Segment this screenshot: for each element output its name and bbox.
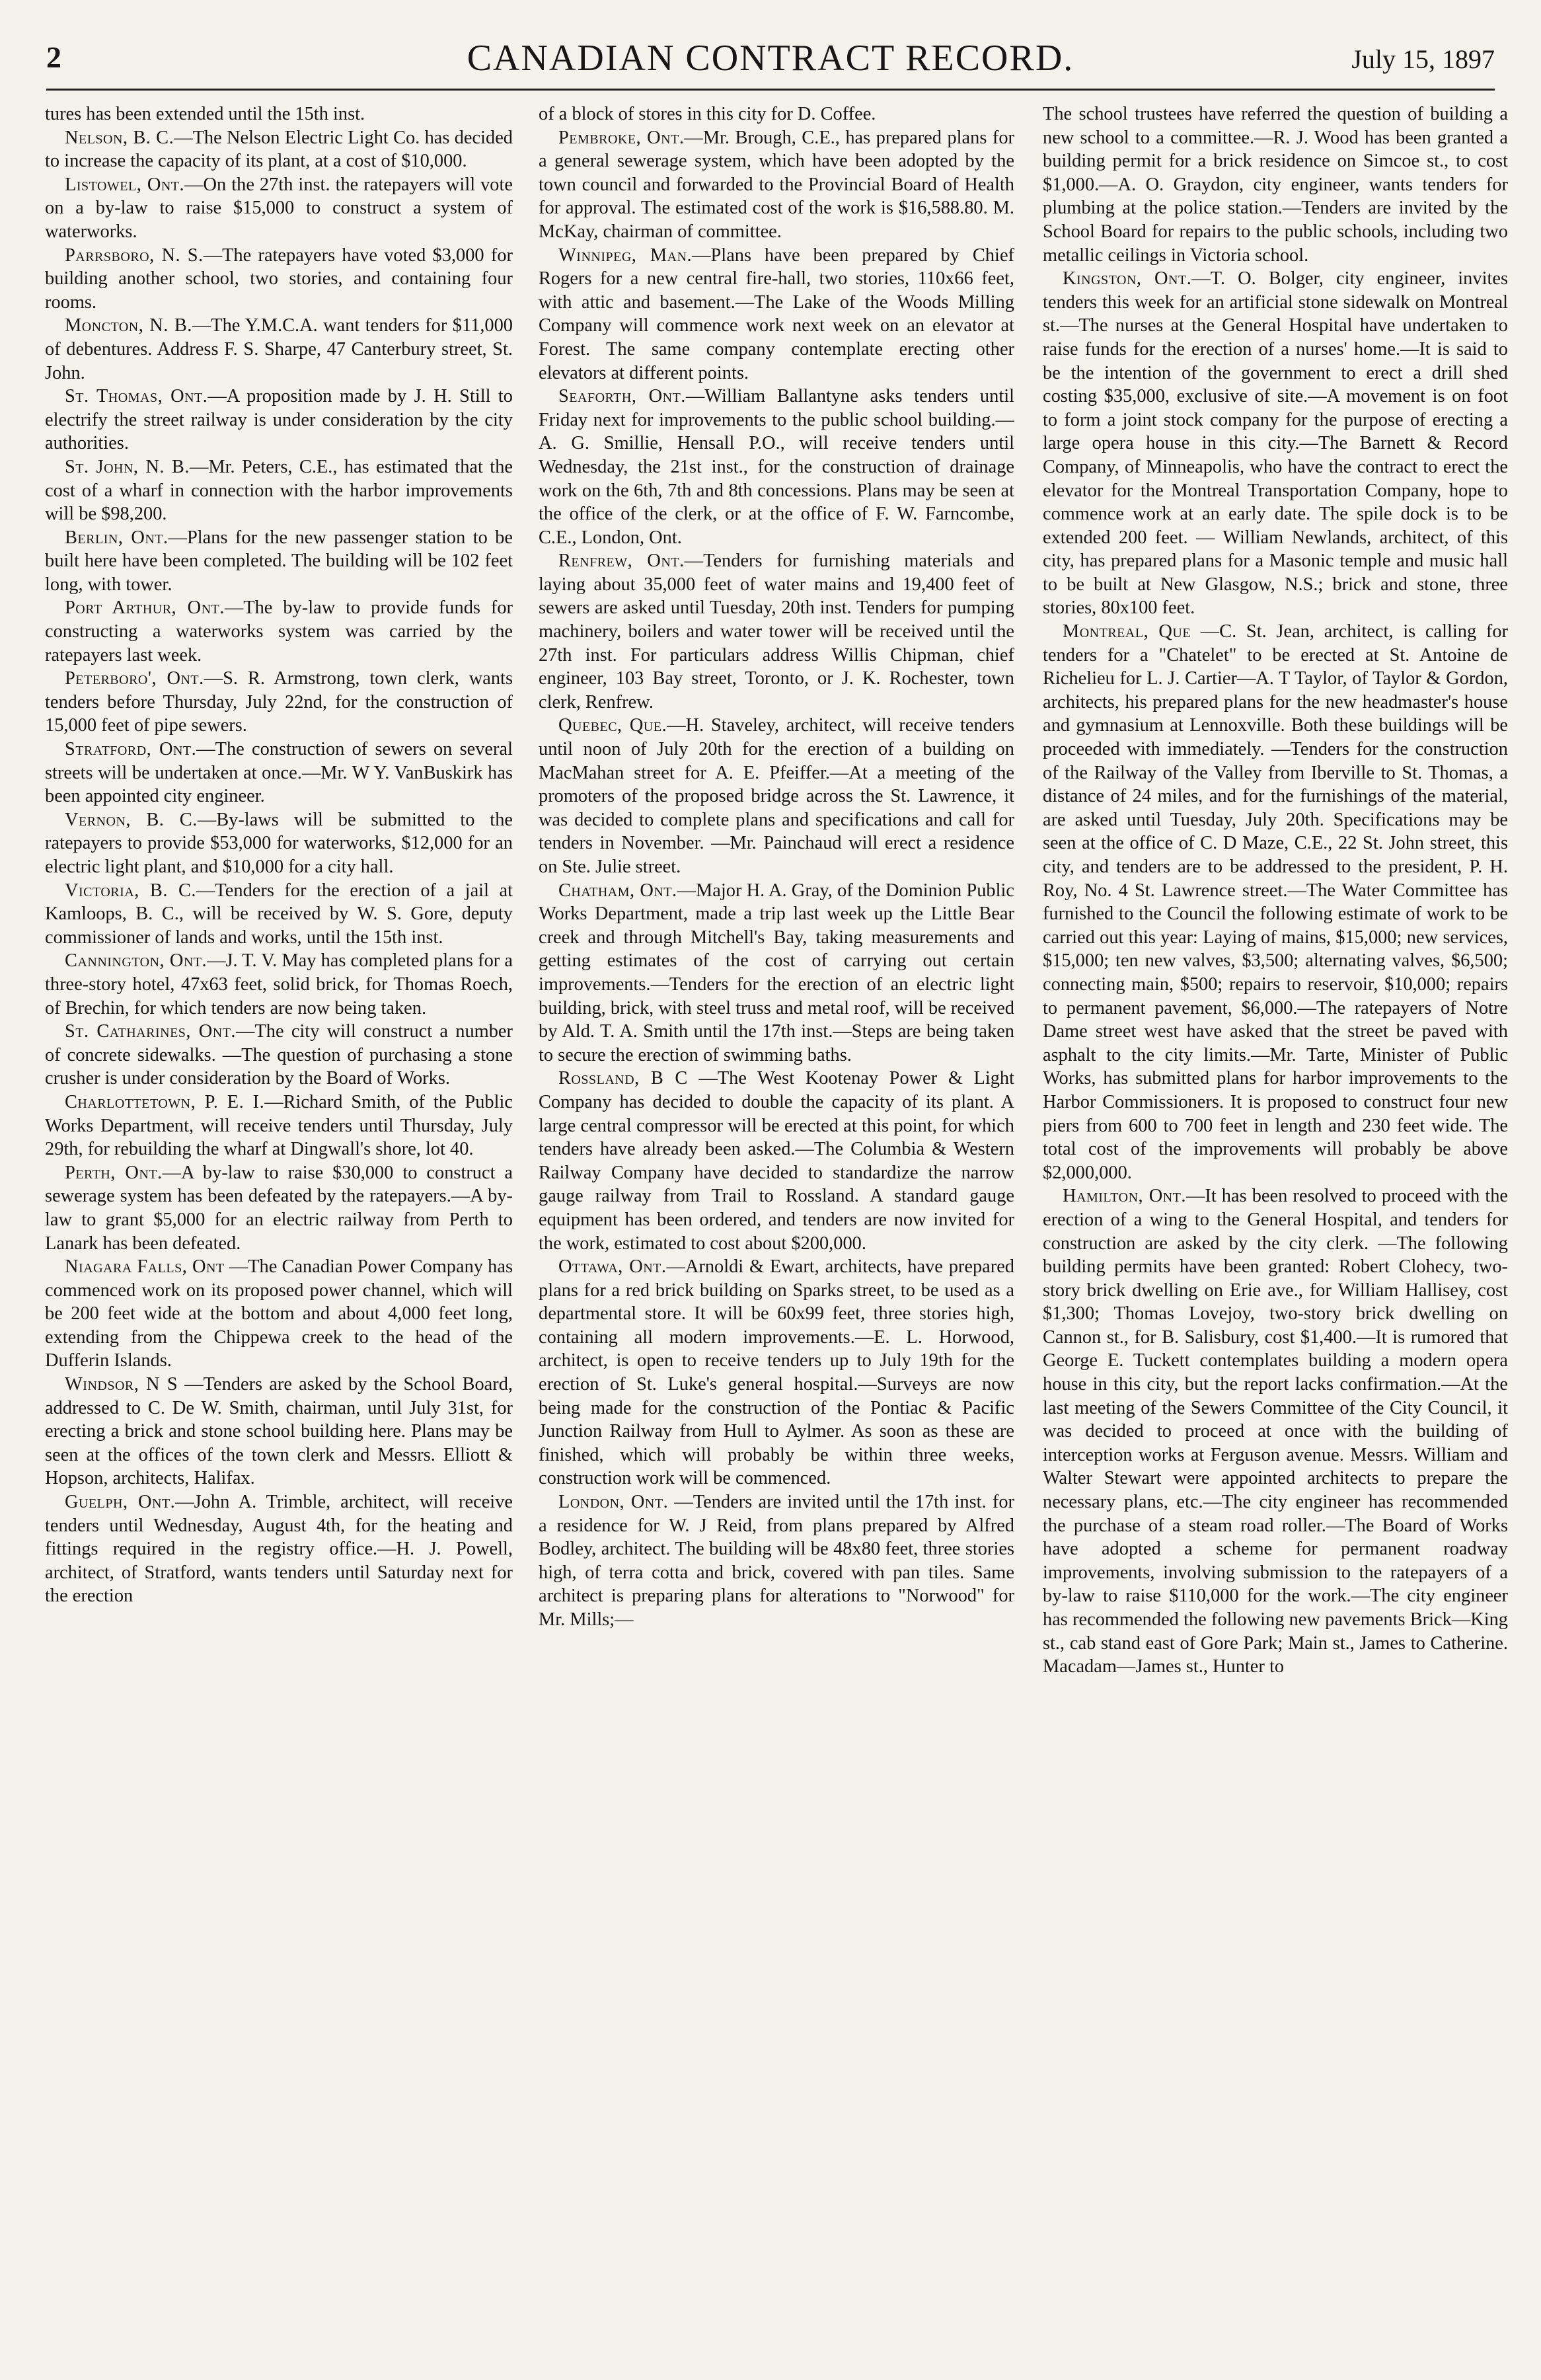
item-text: —The Canadian Power Company has commenced work on its proposed power channel, which will be 200 feet wide at the bottom and about 4,000 feet long, extending from the Chippewa creek to the head of the Dufferin Islands. xyxy=(45,1256,513,1371)
dateline: Niagara Falls, Ont xyxy=(65,1256,225,1278)
item-text: tures has been extended until the 15th inst. xyxy=(45,104,365,124)
news-item xyxy=(45,949,513,1020)
news-item xyxy=(45,526,513,597)
dateline: Victoria, B. C. xyxy=(65,880,197,901)
item-text: —The West Kootenay Power & Light Company has decided to double the capacity of its plant. A large central compressor will be erected at this point, for which tenders have already been asked.—The Columbia & Western Railway Company have decided to standardize the narrow gauge railway from Trail to Rossland. A standard gauge equipment has been ordered, and tenders are now invited for the work, estimated to cost about $200,000. xyxy=(539,1068,1014,1254)
news-item xyxy=(539,1067,1014,1255)
dateline: Charlottetown, P. E. I. xyxy=(65,1091,265,1112)
news-item xyxy=(45,596,513,667)
item-text: —On the 27th inst. the ratepayers will vote on a by-law to raise $15,000 to construct a system of waterworks. xyxy=(45,174,513,242)
dateline: Perth, Ont. xyxy=(65,1162,163,1183)
news-item xyxy=(45,102,513,126)
item-text: —Plans have been prepared by Chief Rogers for a new central fire-hall, two stories, 110x66 feet, with attic and basement.—The Lake of the Woods Milling Company will commence work next week on an elevator at Forest. The same company contemplate erecting other elevators at different points. xyxy=(539,245,1014,383)
news-item xyxy=(1043,1184,1508,1678)
news-item xyxy=(45,1373,513,1490)
dateline: Moncton, N. B. xyxy=(65,315,192,336)
item-text: —H. Staveley, architect, will receive tenders until noon of July 20th for the erection of a building on MacMahan street for A. E. Pfeiffer.—At a meeting of the promoters of the proposed bridge across the St. Lawrence, it was decided to complete plans and specifications and call for tenders in November. —Mr. Painchaud will erect a residence on Ste. Julie street. xyxy=(539,715,1014,877)
dateline: Hamilton, Ont. xyxy=(1063,1186,1186,1207)
dateline: Chatham, Ont. xyxy=(558,880,677,901)
item-text: —John A. Trimble, architect, will receive tenders until Wednesday, August 4th, for the heating and fittings required in the registry office.—H. J. Powell, architect, of Stratford, wants tenders until Saturday next for the erection xyxy=(45,1492,513,1607)
news-item xyxy=(539,879,1014,1067)
dateline: Windsor, N S xyxy=(65,1374,178,1395)
dateline: Berlin, Ont. xyxy=(65,527,169,548)
dateline: Ottawa, Ont. xyxy=(558,1256,667,1278)
news-item xyxy=(539,102,1014,126)
item-text: —Mr. Peters, C.E., has estimated that the cost of a wharf in connection with the harbor improvements will be $98,200. xyxy=(45,456,513,525)
dateline: Rossland, B C xyxy=(558,1068,688,1089)
dateline: Listowel, Ont. xyxy=(65,174,185,195)
header-rule xyxy=(46,89,1495,91)
dateline: Winnipeg, Man. xyxy=(558,245,693,266)
dateline: Guelph, Ont. xyxy=(65,1492,176,1513)
dateline: Port Arthur, Ont. xyxy=(65,597,225,619)
dateline: Seaforth, Ont. xyxy=(558,386,686,407)
news-item xyxy=(45,385,513,455)
item-text: —The construction of sewers on several streets will be undertaken at once.—Mr. W Y. VanBuskirk has been appointed city engineer. xyxy=(45,739,513,807)
item-text: The school trustees have referred the question of building a new school to a committee.—R. J. Wood has been granted a building permit for a brick residence on Simcoe st., to cost $1,000.—A. O. Graydon, city engineer, wants tenders for plumbing at the police station.—Tenders are invited by the School Board for repairs to the public schools, including two metallic ceilings in Victoria school. xyxy=(1043,104,1508,266)
news-item xyxy=(539,126,1014,244)
dateline: Kingston, Ont. xyxy=(1063,268,1192,289)
dateline: St. John, N. B. xyxy=(65,456,190,477)
item-text: —Mr. Brough, C.E., has prepared plans for a general sewerage system, which have been adopted by the town council and forwarded to the Provincial Board of Health for approval. The estimated cost of the work is $16,588.80. M. McKay, chairman of committee. xyxy=(539,127,1014,242)
item-text: —S. R. Armstrong, town clerk, wants tenders before Thursday, July 22nd, for the construction of 15,000 feet of pipe sewers. xyxy=(45,668,513,736)
news-item xyxy=(45,1020,513,1091)
dateline: Stratford, Ont. xyxy=(65,739,197,760)
news-item xyxy=(1043,102,1508,267)
news-item xyxy=(45,1255,513,1373)
news-item xyxy=(45,126,513,173)
item-text: —The by-law to provide funds for constructing a waterworks system was carried by the ratepayers last week. xyxy=(45,597,513,666)
item-text: —Tenders are asked by the School Board, addressed to C. De W. Smith, chairman, until July 31st, for erecting a brick and stone school building here. Plans may be seen at the offices of the town clerk and Messrs. Elliott & Hopson, architects, Halifax. xyxy=(45,1374,513,1489)
news-item xyxy=(1043,267,1508,620)
news-item xyxy=(45,1490,513,1608)
news-item xyxy=(45,738,513,808)
page-number: 2 xyxy=(46,40,61,74)
dateline: Nelson, B. C. xyxy=(65,127,174,148)
news-item xyxy=(539,385,1014,549)
item-text: of a block of stores in this city for D. Coffee. xyxy=(539,104,876,124)
item-text: —The ratepayers have voted $3,000 for building another school, two stories, and containing four rooms. xyxy=(45,245,513,313)
news-item xyxy=(539,714,1014,878)
item-text: —It has been resolved to proceed with the erection of a wing to the General Hospital, and tenders for construction are asked by the city clerk. —The following building permits have been granted: Robert Clohecy, two-story brick dwelling on Erie ave., for William Hallisey, cost $1,300; Thomas Lovejoy, two-story brick dwelling on Cannon st., for B. Salisbury, cost $1,400.—It is rumored that George E. Tuckett contemplates building a modern opera house in this city, but the report lacks confirmation.—At the last meeting of the Sewers Committee of the City Council, it was decided to proceed at once with the building of interception works at Ferguson avenue. Messrs. William and Walter Stewart were appointed architects to prepare the necessary plans, etc.—The city engineer has recommended the purchase of a steam road roller.—The Board of Works have adopted a scheme for permanent roadway improvements, involving submission to the ratepayers of a by-law to raise $110,000 for the work.—The city engineer has recommended the following new pavements Brick—King st., cab stand east of Gore Park; Main st., James to Catherine. Macadam—James st., Hunter to xyxy=(1043,1186,1508,1677)
column-3 xyxy=(1043,102,1508,2356)
item-text: —Tenders for the erection of a jail at Kamloops, B. C., will be received by W. S. Gore, deputy commissioner of lands and works, until the 15th inst. xyxy=(45,880,513,948)
item-text: —T. O. Bolger, city engineer, invites tenders this week for an artificial stone sidewalk on Montreal st.—The nurses at the General Hospital have undertaken to raise funds for the erection of a nurses' home.—It is said to be the intention of the government to erect a drill shed costing $35,000, exclusive of site.—A movement is on foot to form a joint stock company for the purpose of erecting a large opera house in this city.—The Barnett & Record Company, of Minneapolis, who have the contract to erect the elevator for the Montreal Transportation Company, hope to commence work at an early date. The spile dock is to be extended 200 feet. — William Newlands, architect, of this city, has prepared plans for a Masonic temple and music hall to be built at New Glasgow, N.S.; brick and stone, three stories, 80x100 feet. xyxy=(1043,268,1508,619)
dateline: Quebec, Que. xyxy=(558,715,667,736)
dateline: St. Catharines, Ont. xyxy=(65,1021,237,1042)
issue-date: July 15, 1897 xyxy=(1351,44,1495,74)
dateline: Peterboro', Ont. xyxy=(65,668,204,689)
column-1 xyxy=(45,102,513,2356)
dateline: Cannington, Ont. xyxy=(65,950,207,972)
item-text: —Richard Smith, of the Public Works Department, will receive tenders until Thursday, July 29th, for rebuilding the wharf at Dingwall's shore, lot 40. xyxy=(45,1091,513,1160)
dateline: Parrsboro, N. S. xyxy=(65,245,204,266)
item-text: —Tenders for furnishing materials and laying about 35,000 feet of water mains and 19,400 feet of sewers are asked until Tuesday, 20th inst. Tenders for pumping machinery, boilers and water tower will be received until the 27th inst. For particulars address Willis Chipman, chief engineer, 103 Bay street, Toronto, or J. K. Rochester, town clerk, Renfrew. xyxy=(539,551,1014,712)
news-item xyxy=(539,244,1014,385)
item-text: —The Y.M.C.A. want tenders for $11,000 of debentures. Address F. S. Sharpe, 47 Canterbury street, St. John. xyxy=(45,315,513,383)
dateline: Pembroke, Ont. xyxy=(558,127,685,148)
item-text: —A by-law to raise $30,000 to construct a sewerage system has been defeated by the ratepayers.—A by-law to grant $5,000 for an electric railway from Perth to Lanark has been defeated. xyxy=(45,1162,513,1254)
news-item xyxy=(539,1490,1014,1632)
dateline: Montreal, Que xyxy=(1063,621,1191,642)
item-text: —C. St. Jean, architect, is calling for tenders for a "Chatelet" to be erected at St. Antoine de Richelieu for L. J. Cartier—A. T Taylor, of Taylor & Gordon, architects, his prepared plans for the new headmaster's house and gymnasium at Lennoxville. Both these buildings will be proceeded with immediately. —Tenders for the construction of the Railway of the Valley from Iberville to St. Thomas, a distance of 24 miles, and for the furnishings of the material, are asked until Tuesday, July 20th. Specifications may be seen at the office of C. D Maze, C.E., 22 St. John street, this city, and tenders are to be addressed to the president, P. H. Roy, No. 4 St. Lawrence street.—The Water Committee has furnished to the Council the following estimate of work to be carried out this year: Laying of mains, $15,000; new services, $15,000; ten new valves, $3,500; alternating valves, $6,500; connecting main, $500; repairs to reservoir, $10,000; repairs to permanent pavement, $6,000.—The ratepayers of Notre Dame street west have asked that the street be paved with asphalt to the city limits.—Mr. Tarte, Minister of Public Works, has submitted plans for harbor improvements to the Harbor Commissioners. It is proposed to construct four new piers from 600 to 700 feet in length and 230 feet wide. The total cost of the improvements will probably be above $2,000,000. xyxy=(1043,621,1508,1183)
item-text: —The city will construct a number of concrete sidewalks. —The question of purchasing a stone crusher is under consideration by the Board of Works. xyxy=(45,1021,513,1089)
news-item xyxy=(539,1255,1014,1490)
news-item xyxy=(45,314,513,385)
item-text: —William Ballantyne asks tenders until Friday next for improvements to the public school building.—A. G. Smillie, Hensall P.O., will receive tenders until Wednesday, the 21st inst., for the construction of drainage work on the 6th, 7th and 8th concessions. Plans may be seen at the office of the clerk, or at the office of F. W. Farncombe, C.E., London, Ont. xyxy=(539,386,1014,548)
news-item xyxy=(539,549,1014,714)
page-header xyxy=(46,37,1495,91)
news-item xyxy=(1043,620,1508,1184)
news-item xyxy=(45,244,513,315)
dateline: London, Ont. xyxy=(558,1492,669,1513)
news-item xyxy=(45,173,513,244)
news-item xyxy=(45,1161,513,1255)
item-text: —Tenders are invited until the 17th inst. for a residence for W. J Reid, from plans prepared by Alfred Bodley, architect. The building will be 48x80 feet, three stories high, of terra cotta and brick, covered with pan tiles. Same architect is preparing plans for alterations to "Norwood" for Mr. Mills;— xyxy=(539,1492,1014,1630)
item-text: —The Nelson Electric Light Co. has decided to increase the capacity of its plant, at a cost of $10,000. xyxy=(45,127,513,172)
item-text: —By-laws will be submitted to the ratepayers to provide $53,000 for waterworks, $12,000 for an electric light plant, and $10,000 for a city hall. xyxy=(45,809,513,877)
news-item xyxy=(45,667,513,738)
dateline: St. Thomas, Ont. xyxy=(65,386,208,407)
dateline: Renfrew, Ont. xyxy=(558,551,685,572)
item-text: —Major H. A. Gray, of the Dominion Public Works Department, made a trip last week up the Little Bear creek and through Mitchell's Bay, taking measurements and getting estimates of the cost of carrying out certain improvements.—Tenders for the erection of an electric light building, brick, with steel truss and metal roof, will be received by Ald. T. A. Smith until the 17th inst.—Steps are being taken to secure the erection of swimming baths. xyxy=(539,880,1014,1065)
item-text: —Arnoldi & Ewart, architects, have prepared plans for a red brick building on Sparks street, to be used as a departmental store. It will be 60x99 feet, three stories high, containing all modern improvements.—E. L. Horwood, architect, is open to receive tenders up to July 19th for the erection of St. Luke's general hospital.—Surveys are now being made for the construction of the Pontiac & Pacific Junction Railway from Hull to Aylmer. As soon as these are finished, which will probably be within three weeks, construction work will be commenced. xyxy=(539,1256,1014,1489)
news-item xyxy=(45,808,513,879)
dateline: Vernon, B. C. xyxy=(65,809,198,830)
publication-title: CANADIAN CONTRACT RECORD. xyxy=(467,38,1074,79)
news-item xyxy=(45,879,513,950)
item-text: —J. T. V. May has completed plans for a three-story hotel, 47x63 feet, solid brick, for Thomas Roech, of Brechin, for which tenders are now being taken. xyxy=(45,950,513,1018)
item-text: —A proposition made by J. H. Still to electrify the street railway is under consideration by the city authorities. xyxy=(45,386,513,454)
item-text: —Plans for the new passenger station to be built here have been completed. The building will be 102 feet long, with tower. xyxy=(45,527,513,595)
news-item xyxy=(45,455,513,526)
column-2 xyxy=(539,102,1014,2356)
news-item xyxy=(45,1091,513,1161)
